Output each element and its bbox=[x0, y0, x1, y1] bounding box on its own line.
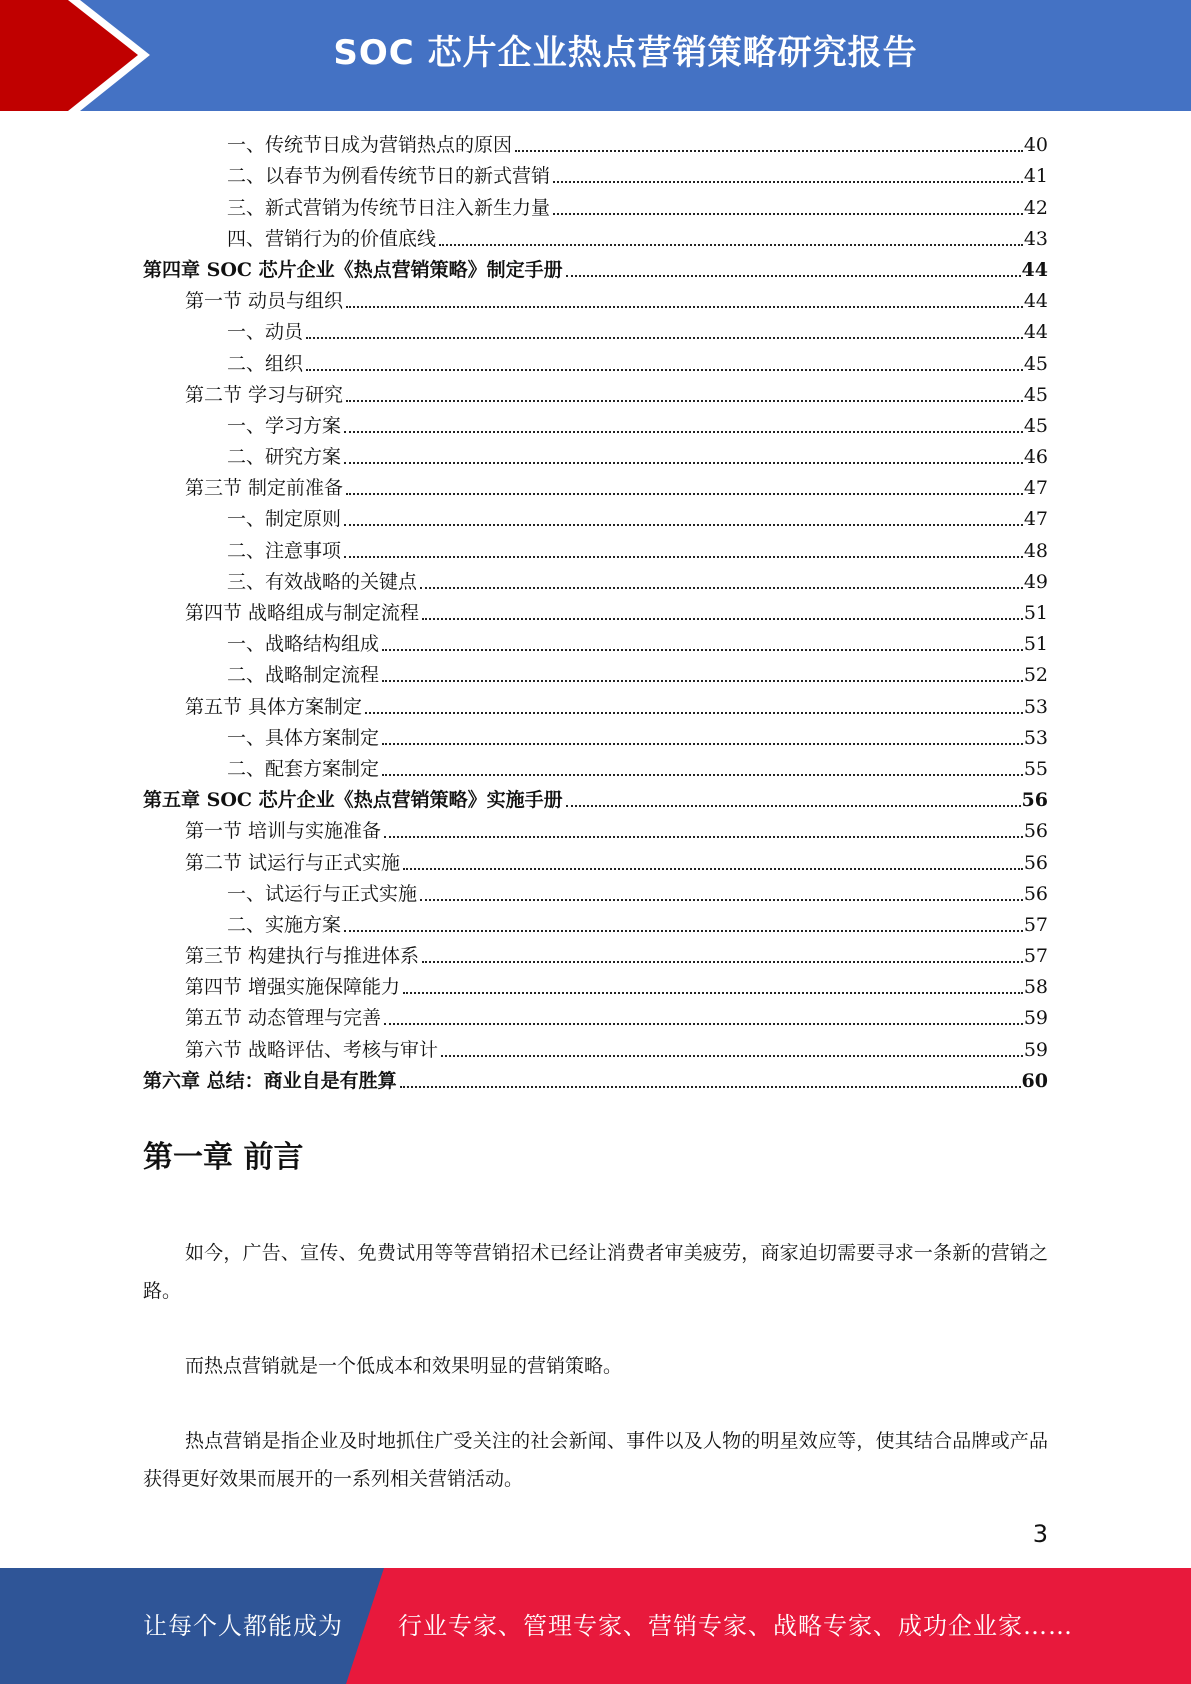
paragraph-3: 热点营销是指企业及时地抓住广受关注的社会新闻、事件以及人物的明星效应等，使其结合品牌或产品获得更好效果而展开的一系列相关营销活动。 bbox=[143, 1430, 1048, 1490]
toc-entry-page: 43 bbox=[1023, 227, 1048, 250]
header-title: SOC 芯片企业热点营销策略研究报告 bbox=[333, 33, 918, 73]
toc-entry-label: 三、有效战略的关键点 bbox=[227, 570, 418, 593]
toc-leader-dots bbox=[346, 400, 1023, 402]
toc-entry-page: 56 bbox=[1023, 882, 1048, 905]
toc-leader-dots bbox=[382, 774, 1023, 776]
toc-entry[interactable] bbox=[143, 1000, 1048, 1031]
toc-leader-dots bbox=[553, 181, 1023, 183]
toc-entry[interactable] bbox=[143, 283, 1048, 314]
toc-leader-dots bbox=[382, 743, 1023, 745]
toc-entry[interactable] bbox=[143, 657, 1048, 688]
toc-entry-label: 第五节 具体方案制定 bbox=[185, 695, 363, 718]
toc-entry[interactable] bbox=[143, 626, 1048, 657]
toc-entry-label: 四、营销行为的价值底线 bbox=[227, 227, 437, 250]
toc-entry[interactable] bbox=[143, 1031, 1048, 1062]
toc-entry[interactable] bbox=[143, 564, 1048, 595]
paragraph-1: 如今，广告、宣传、免费试用等等营销招术已经让消费者审美疲劳，商家迫切需要寻求一条新的营销之路。 bbox=[143, 1242, 1048, 1302]
toc-entry[interactable] bbox=[143, 876, 1048, 907]
toc-entry-page: 40 bbox=[1023, 134, 1048, 157]
footer-slogan-right: 行业专家、管理专家、营销专家、战略专家、成功企业家…… bbox=[398, 1612, 1073, 1640]
toc-leader-dots bbox=[344, 556, 1023, 558]
toc-entry[interactable] bbox=[143, 470, 1048, 501]
toc-leader-dots bbox=[346, 306, 1023, 308]
toc-entry-page: 60 bbox=[1021, 1069, 1048, 1092]
toc-entry-page: 59 bbox=[1023, 1038, 1048, 1061]
toc-entry-page: 44 bbox=[1021, 258, 1048, 281]
toc-entry[interactable] bbox=[143, 501, 1048, 532]
toc-entry-page: 56 bbox=[1023, 820, 1048, 843]
toc-leader-dots bbox=[422, 618, 1023, 620]
toc-entry-page: 57 bbox=[1023, 945, 1048, 968]
toc-entry[interactable] bbox=[143, 189, 1048, 220]
toc-leader-dots bbox=[384, 836, 1023, 838]
toc-entry[interactable] bbox=[143, 158, 1048, 189]
chapter-title: 第一章 前言 bbox=[143, 1140, 304, 1175]
toc-entry-label: 一、传统节日成为营销热点的原因 bbox=[227, 134, 513, 157]
toc-leader-dots bbox=[403, 992, 1023, 994]
toc-leader-dots bbox=[344, 930, 1023, 932]
toc-entry-label: 一、战略结构组成 bbox=[227, 633, 380, 656]
toc-leader-dots bbox=[566, 805, 1021, 807]
toc-entry-label: 第二节 试运行与正式实施 bbox=[185, 851, 401, 874]
toc-entry[interactable] bbox=[143, 595, 1048, 626]
toc-entry-label: 第一节 动员与组织 bbox=[185, 290, 344, 313]
toc-leader-dots bbox=[384, 1023, 1023, 1025]
toc-entry-page: 53 bbox=[1023, 726, 1048, 749]
toc-entry-page: 53 bbox=[1023, 695, 1048, 718]
toc-entry-label: 第三节 制定前准备 bbox=[185, 477, 344, 500]
toc-leader-dots bbox=[515, 150, 1023, 152]
toc-entry-page: 44 bbox=[1023, 321, 1048, 344]
toc-entry[interactable] bbox=[143, 844, 1048, 875]
toc-entry-page: 58 bbox=[1023, 976, 1048, 999]
toc-leader-dots bbox=[420, 587, 1023, 589]
toc-entry-label: 一、动员 bbox=[227, 321, 304, 344]
toc-entry-label: 第二节 学习与研究 bbox=[185, 383, 344, 406]
toc-entry-label: 一、具体方案制定 bbox=[227, 726, 380, 749]
toc-leader-dots bbox=[365, 712, 1023, 714]
toc-entry-label: 二、组织 bbox=[227, 352, 304, 375]
toc-entry-label: 二、战略制定流程 bbox=[227, 664, 380, 687]
toc-entry-page: 49 bbox=[1023, 570, 1048, 593]
toc-entry-page: 45 bbox=[1023, 414, 1048, 437]
toc-entry-page: 52 bbox=[1023, 664, 1048, 687]
toc-leader-dots bbox=[422, 961, 1023, 963]
toc-entry[interactable] bbox=[143, 938, 1048, 969]
toc-leader-dots bbox=[306, 369, 1023, 371]
toc-entry-label: 第四章 SOC 芯片企业《热点营销策略》制定手册 bbox=[143, 258, 563, 281]
toc-entry-page: 46 bbox=[1023, 446, 1048, 469]
toc-entry[interactable] bbox=[143, 751, 1048, 782]
toc-entry-page: 45 bbox=[1023, 383, 1048, 406]
toc-entry[interactable] bbox=[143, 969, 1048, 1000]
toc-entry[interactable] bbox=[143, 314, 1048, 345]
toc-entry[interactable] bbox=[143, 907, 1048, 938]
toc-entry[interactable] bbox=[143, 1063, 1048, 1094]
toc-entry-page: 51 bbox=[1023, 602, 1048, 624]
paragraph-2: 而热点营销就是一个低成本和效果明显的营销策略。 bbox=[185, 1355, 623, 1377]
toc-entry-label: 第六章 总结：商业自是有胜算 bbox=[143, 1069, 397, 1092]
toc-entry-page: 47 bbox=[1023, 508, 1048, 531]
toc-leader-dots bbox=[382, 680, 1023, 682]
toc-leader-dots bbox=[400, 1086, 1021, 1088]
toc-leader-dots bbox=[382, 649, 1023, 651]
toc-entry[interactable] bbox=[143, 532, 1048, 563]
page-header bbox=[0, 0, 1191, 111]
toc-entry[interactable] bbox=[143, 408, 1048, 439]
toc-leader-dots bbox=[344, 462, 1023, 464]
toc-entry-page: 41 bbox=[1023, 165, 1048, 188]
toc-entry-label: 一、制定原则 bbox=[227, 508, 342, 531]
toc-entry-label: 第五节 动态管理与完善 bbox=[185, 1007, 382, 1030]
toc-leader-dots bbox=[566, 275, 1021, 277]
toc-entry[interactable] bbox=[143, 720, 1048, 751]
toc-entry-label: 一、学习方案 bbox=[227, 414, 342, 437]
header-arrow-decoration bbox=[0, 0, 160, 111]
toc-entry-label: 第四节 增强实施保障能力 bbox=[185, 976, 401, 999]
toc-entry-label: 二、以春节为例看传统节日的新式营销 bbox=[227, 165, 551, 188]
toc-entry-page: 45 bbox=[1023, 352, 1048, 375]
toc-leader-dots bbox=[344, 431, 1023, 433]
page-number: 3 bbox=[1032, 1520, 1048, 1548]
toc-entry-page: 55 bbox=[1023, 757, 1048, 780]
toc-entry[interactable] bbox=[143, 813, 1048, 844]
toc-entry-page: 56 bbox=[1021, 789, 1048, 812]
toc-entry-label: 二、注意事项 bbox=[227, 539, 342, 562]
toc-entry-label: 三、新式营销为传统节日注入新生力量 bbox=[227, 196, 551, 219]
toc-leader-dots bbox=[553, 213, 1023, 215]
toc-leader-dots bbox=[306, 337, 1023, 339]
toc-entry-page: 56 bbox=[1023, 851, 1048, 874]
toc-entry-page: 51 bbox=[1023, 633, 1048, 656]
toc-leader-dots bbox=[439, 244, 1023, 246]
toc-entry-page: 57 bbox=[1023, 913, 1048, 936]
toc-entry-page: 48 bbox=[1023, 539, 1048, 562]
toc-entry[interactable] bbox=[143, 345, 1048, 376]
footer-slogan-left: 让每个人都能成为 bbox=[143, 1612, 343, 1640]
toc-entry-label: 第六节 战略评估、考核与审计 bbox=[185, 1038, 439, 1061]
toc-entry-page: 47 bbox=[1023, 477, 1048, 500]
toc-entry-label: 第三节 构建执行与推进体系 bbox=[185, 945, 420, 968]
toc-entry-label: 第一节 培训与实施准备 bbox=[185, 820, 382, 843]
toc-entry-label: 第五章 SOC 芯片企业《热点营销策略》实施手册 bbox=[143, 789, 563, 812]
toc-entry[interactable] bbox=[143, 688, 1048, 719]
page-footer bbox=[0, 1568, 1191, 1684]
toc-entry-label: 二、实施方案 bbox=[227, 913, 342, 936]
toc-entry-label: 第四节 战略组成与制定流程 bbox=[185, 602, 420, 624]
table-of-contents bbox=[143, 127, 1048, 1094]
toc-leader-dots bbox=[344, 524, 1023, 526]
toc-entry-page: 42 bbox=[1023, 196, 1048, 219]
toc-leader-dots bbox=[441, 1055, 1023, 1057]
toc-entry-page: 44 bbox=[1023, 290, 1048, 313]
toc-entry[interactable] bbox=[143, 127, 1048, 158]
toc-entry[interactable] bbox=[143, 439, 1048, 470]
toc-entry[interactable] bbox=[143, 377, 1048, 408]
toc-leader-dots bbox=[403, 868, 1023, 870]
toc-entry[interactable] bbox=[143, 252, 1048, 283]
toc-entry-label: 二、配套方案制定 bbox=[227, 757, 380, 780]
toc-entry-label: 一、试运行与正式实施 bbox=[227, 882, 418, 905]
toc-leader-dots bbox=[420, 899, 1023, 901]
toc-entry-page: 59 bbox=[1023, 1007, 1048, 1030]
toc-entry[interactable] bbox=[143, 221, 1048, 252]
toc-entry-label: 二、研究方案 bbox=[227, 446, 342, 469]
toc-leader-dots bbox=[346, 493, 1023, 495]
toc-entry[interactable] bbox=[143, 782, 1048, 813]
